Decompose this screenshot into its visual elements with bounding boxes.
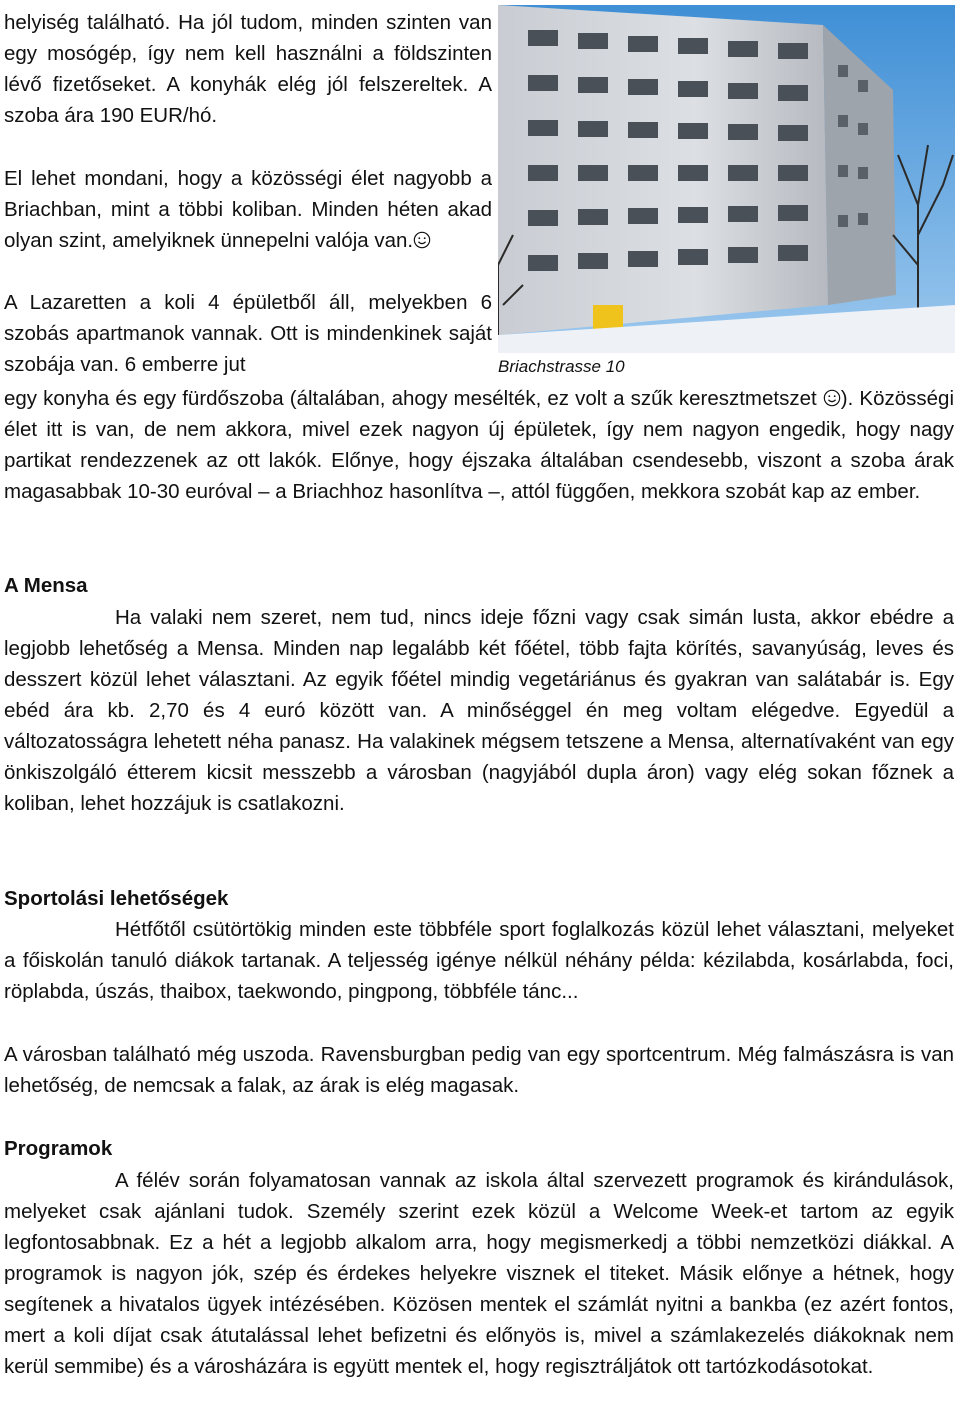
sport-paragraph-2: A városban található még uszoda. Ravensburgban pedig van egy sportcentrum. Még falmászásra is van lehetőség, de nemcsak a falak, az árak is elég magasak.: [4, 1043, 954, 1097]
intro-paragraph-1: helyiség található. Ha jól tudom, minden szinten van egy mosógép, így nem kell használni a földszinten lévő fizetőseket. A konyhák elég jól felszereltek. A szoba ára 190 EUR/hó.: [4, 11, 492, 127]
programs-heading: Programok: [4, 1137, 113, 1160]
intro-paragraph-3b-end: ). Közösségi élet itt is van, de nem akkora, mivel ezek nagyon új épületek, így nem nagyon engedik, hogy nagy partikat rendezzenek az ott lakók. Előnye, hogy éjszaka általában csendesebb, viszont a szoba árak magasabbak 10-30 euróval – a Briachhoz hasonlítva –, attól függően, mekkora szobát kap az ember.: [4, 387, 954, 503]
smiley-icon: [823, 389, 841, 407]
photo-caption: Briachstrasse 10: [498, 357, 625, 376]
mensa-paragraph: Ha valaki nem szeret, nem tud, nincs ideje főzni vagy csak simán lusta, akkor ebédre a legjobb lehetőség a Mensa. Minden nap legalább két főétel, több fajta körítés, savanyúság, leves és desszert közül lehet választani. Az egyik főétel mindig vegetáriánus és gyakran van salátabár is. Egy ebéd ára kb. 2,70 és 4 euró között van. A minőséggel én meg voltam elégedve. Egyedül a változatosságra lehetett néha panasz. Ha valakinek mégsem tetszene a Mensa, alternatívaként van egy önkiszolgáló étterem kicsit messzebb a városban (nagyjából dupla áron) vagy elég sokan főznek a koliban, lehet hozzájuk is csatlakozni.: [4, 606, 954, 815]
smiley-icon: [413, 231, 431, 249]
programs-paragraph: A félév során folyamatosan vannak az iskola által szervezett programok és kirándulások, melyeket csak ajánlani tudok. Személy szerint ezek közül a Welcome Week-et tartom az egyik legfontosabbnak. Ez a hét a legjobb alkalom arra, hogy megismerkedj a többi nemzetközi diákkal. A programok is nagyon jók, szép és érdekes helyekre visznek el titeket. Másik előnye a hétnek, hogy segítenek a hivatalos ügyek intézésében. Közösen mentek el számlát nyitni a bankba (ez azért fontos, mert a koli díjat csak átutalással lehet befizetni és előnyös is, mivel a számlakezelés diákoknak nem kerül semmibe) és a városházára is együtt mentek el, hogy regisztráljátok ott tartózkodásotokat.: [4, 1169, 954, 1378]
building-photo: [498, 5, 955, 353]
mensa-heading: A Mensa: [4, 574, 88, 597]
intro-paragraph-2: [4, 163, 492, 256]
intro-paragraph-3b: [4, 383, 954, 507]
sport-heading: Sportolási lehetőségek: [4, 887, 229, 910]
intro-paragraph-3b-start: egy konyha és egy fürdőszoba (általában, ahogy mesélték, ez volt a szűk keresztmetszet: [4, 387, 817, 410]
building-photo-image: [498, 5, 955, 353]
intro-paragraph-2-text: El lehet mondani, hogy a közösségi élet nagyobb a Briachban, mint a többi koliban. Minden héten akad olyan szint, amelyiknek ünnepelni valója van.: [4, 167, 492, 252]
intro-paragraph-3a: A Lazaretten a koli 4 épületből áll, melyekben 6 szobás apartmanok vannak. Ott is mindenkinek saját szobája van. 6 emberre jut: [4, 291, 492, 376]
sport-paragraph-1: Hétfőtől csütörtökig minden este többféle sport foglalkozás közül lehet választani, melyeket a főiskolán tanuló diákok tartanak. A teljesség igénye nélkül néhány példa: kézilabda, kosárlabda, foci, röplabda, úszás, thaibox, taekwondo, pingpong, többféle tánc...: [4, 918, 954, 1003]
